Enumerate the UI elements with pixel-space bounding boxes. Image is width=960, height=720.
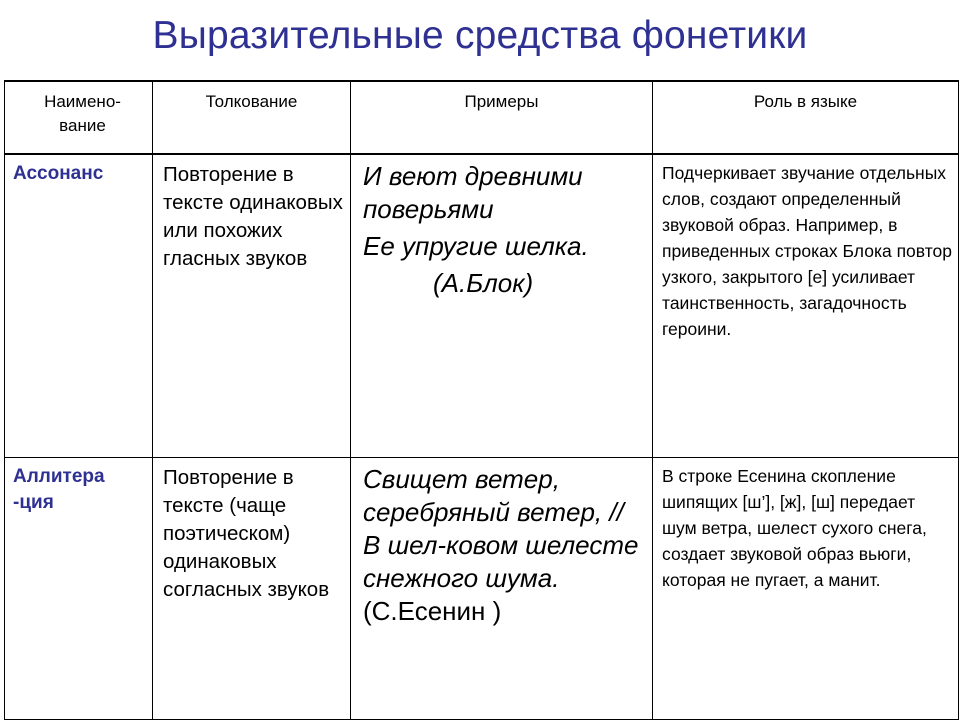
header-role-label: Роль в языке	[753, 92, 858, 111]
phonetics-table	[4, 80, 959, 720]
header-name-label: Наимено- вание	[44, 92, 121, 135]
example-source: (А.Блок)	[433, 268, 534, 298]
table-header-row	[5, 81, 959, 154]
interpretation-cell	[153, 154, 351, 457]
example-cell	[351, 154, 653, 457]
table-row-assonance	[5, 154, 959, 457]
example-source: (С.Есенин )	[363, 595, 502, 626]
slide-title: Выразительные средства фонетики	[152, 14, 808, 57]
header-cell-interpretation	[153, 81, 351, 154]
example-alliteration	[351, 458, 652, 628]
header-cell-examples	[351, 81, 653, 154]
term-assonance: Ассонанс	[13, 163, 104, 184]
role-alliteration: В строке Есенина скопление шипящих [ш’], [ж], [ш] передает шум ветра, шелест сухого снега, создает звуковой образ вьюги, которая не пугает, а манит.	[662, 465, 927, 590]
header-examples-label: Примеры	[464, 92, 539, 111]
interpretation-alliteration: Повторение в тексте (чаще поэтическом) одинаковых согласных звуков	[163, 465, 330, 601]
header-cell-name	[5, 81, 153, 154]
header-cell-role	[653, 81, 959, 154]
example-cell	[351, 457, 653, 719]
interpretation-cell	[153, 457, 351, 719]
interpretation-assonance: Повторение в тексте одинаковых или похожих гласных звуков	[163, 163, 343, 270]
example-line: Ее упругие шелка.	[363, 231, 589, 261]
term-cell	[5, 457, 153, 719]
example-assonance	[351, 155, 652, 300]
role-assonance: Подчеркивает звучание отдельных слов, создают определенный звуковой образ. Например, в приведенных строках Блока повтор узкого, закрытого [е] усиливает таинственность, загадочность героини.	[662, 163, 952, 339]
example-line: И веют древними поверьями	[363, 161, 583, 224]
example-text: Свищет ветер, серебряный ветер, // В шел-ковом шелесте снежного шума.	[363, 463, 639, 593]
role-cell	[653, 154, 959, 457]
role-cell	[653, 457, 959, 719]
table-row-alliteration	[5, 457, 959, 719]
term-alliteration: Аллитера -ция	[13, 465, 105, 513]
term-cell	[5, 154, 153, 457]
header-interpretation-label: Толкование	[205, 92, 298, 111]
